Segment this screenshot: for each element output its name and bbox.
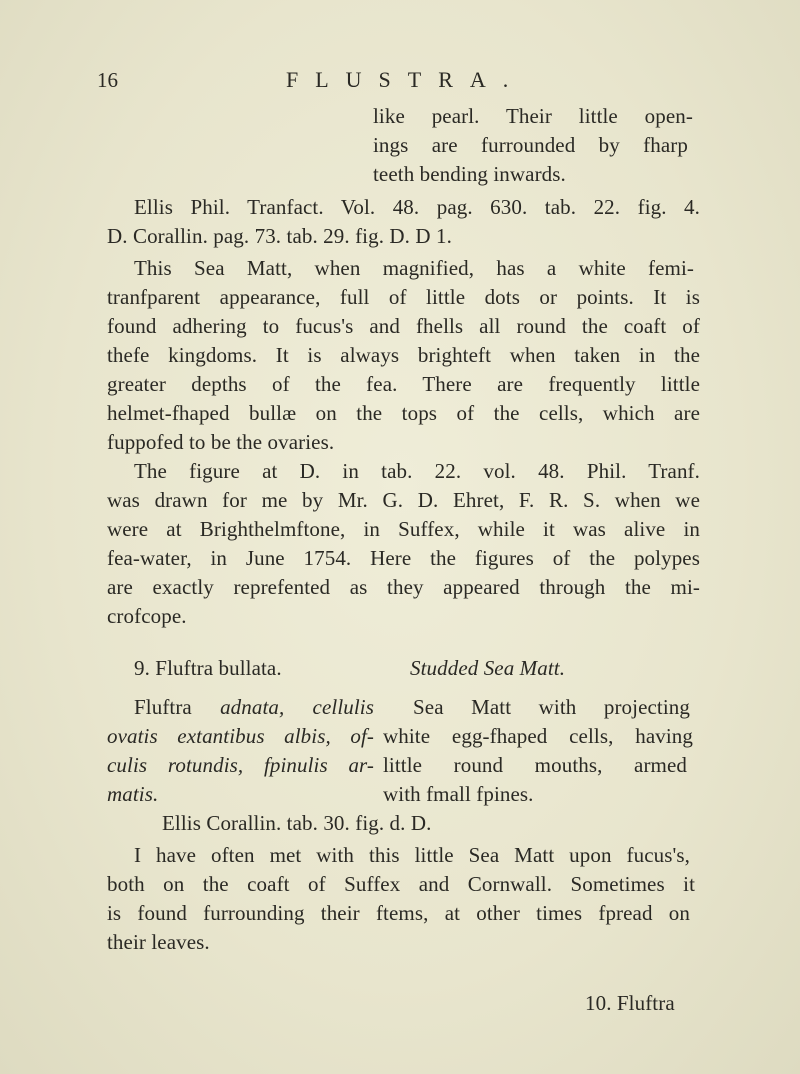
paragraph-line: found adhering to fucus's and fhells all round the coaft of: [107, 314, 700, 338]
latin-description-line: ovatis extantibus albis, of-: [107, 724, 374, 748]
species-name: 9. Fluftra bullata.: [134, 656, 282, 680]
paragraph-line: fea-water, in June 1754. Here the figures of the polypes: [107, 546, 700, 570]
paragraph-line: thefe kingdoms. It is always brighteft when taken in the: [107, 343, 700, 367]
paragraph-line: was drawn for me by Mr. G. D. Ehret, F. R. S. when we: [107, 488, 700, 512]
catchword: 10. Fluftra: [585, 991, 675, 1015]
paragraph-line: greater depths of the fea. There are frequently little: [107, 372, 700, 396]
paragraph-line: both on the coaft of Suffex and Cornwall. Sometimes it: [107, 872, 695, 896]
paragraph-line: fuppofed to be the ovaries.: [107, 430, 335, 454]
english-description-line: white egg-fhaped cells, having: [383, 724, 693, 748]
page-number: 16: [97, 68, 118, 92]
paragraph-line: The figure at D. in tab. 22. vol. 48. Phil. Tranf.: [134, 459, 700, 483]
paragraph-line: This Sea Matt, when magnified, has a white femi-: [134, 256, 694, 280]
latin-description-line: culis rotundis, fpinulis ar-: [107, 753, 374, 777]
intro-line: teeth bending inwards.: [373, 162, 566, 186]
reference-line: Ellis Phil. Tranfact. Vol. 48. pag. 630. tab. 22. fig. 4.: [134, 195, 700, 219]
running-title: FLUSTRA.: [286, 67, 526, 92]
paragraph-line: crofcope.: [107, 604, 187, 628]
intro-line: like pearl. Their little open-: [373, 104, 693, 128]
species-common-name: Studded Sea Matt.: [410, 656, 566, 680]
english-description-line: Sea Matt with projecting: [413, 695, 690, 719]
paragraph-line: I have often met with this little Sea Matt upon fucus's,: [134, 843, 690, 867]
paragraph-line: tranfparent appearance, full of little dots or points. It is: [107, 285, 700, 309]
paragraph-line: their leaves.: [107, 930, 210, 954]
intro-line: ings are furrounded by fharp: [373, 133, 688, 157]
english-description-line: little round mouths, armed: [383, 753, 687, 777]
paragraph-line: is found furrounding their ftems, at other times fpread on: [107, 901, 690, 925]
reference-line: D. Corallin. pag. 73. tab. 29. fig. D. D 1.: [107, 224, 452, 248]
paragraph-line: were at Brighthelmftone, in Suffex, while it was alive in: [107, 517, 700, 541]
paragraph-line: helmet-fhaped bullæ on the tops of the cells, which are: [107, 401, 700, 425]
english-description-line: with fmall fpines.: [383, 782, 534, 806]
paragraph-line: are exactly reprefented as they appeared through the mi-: [107, 575, 700, 599]
latin-description-line: matis.: [107, 782, 159, 806]
latin-description-line: Fluftra adnata, cellulis: [134, 695, 374, 719]
species-reference: Ellis Corallin. tab. 30. fig. d. D.: [162, 811, 432, 835]
